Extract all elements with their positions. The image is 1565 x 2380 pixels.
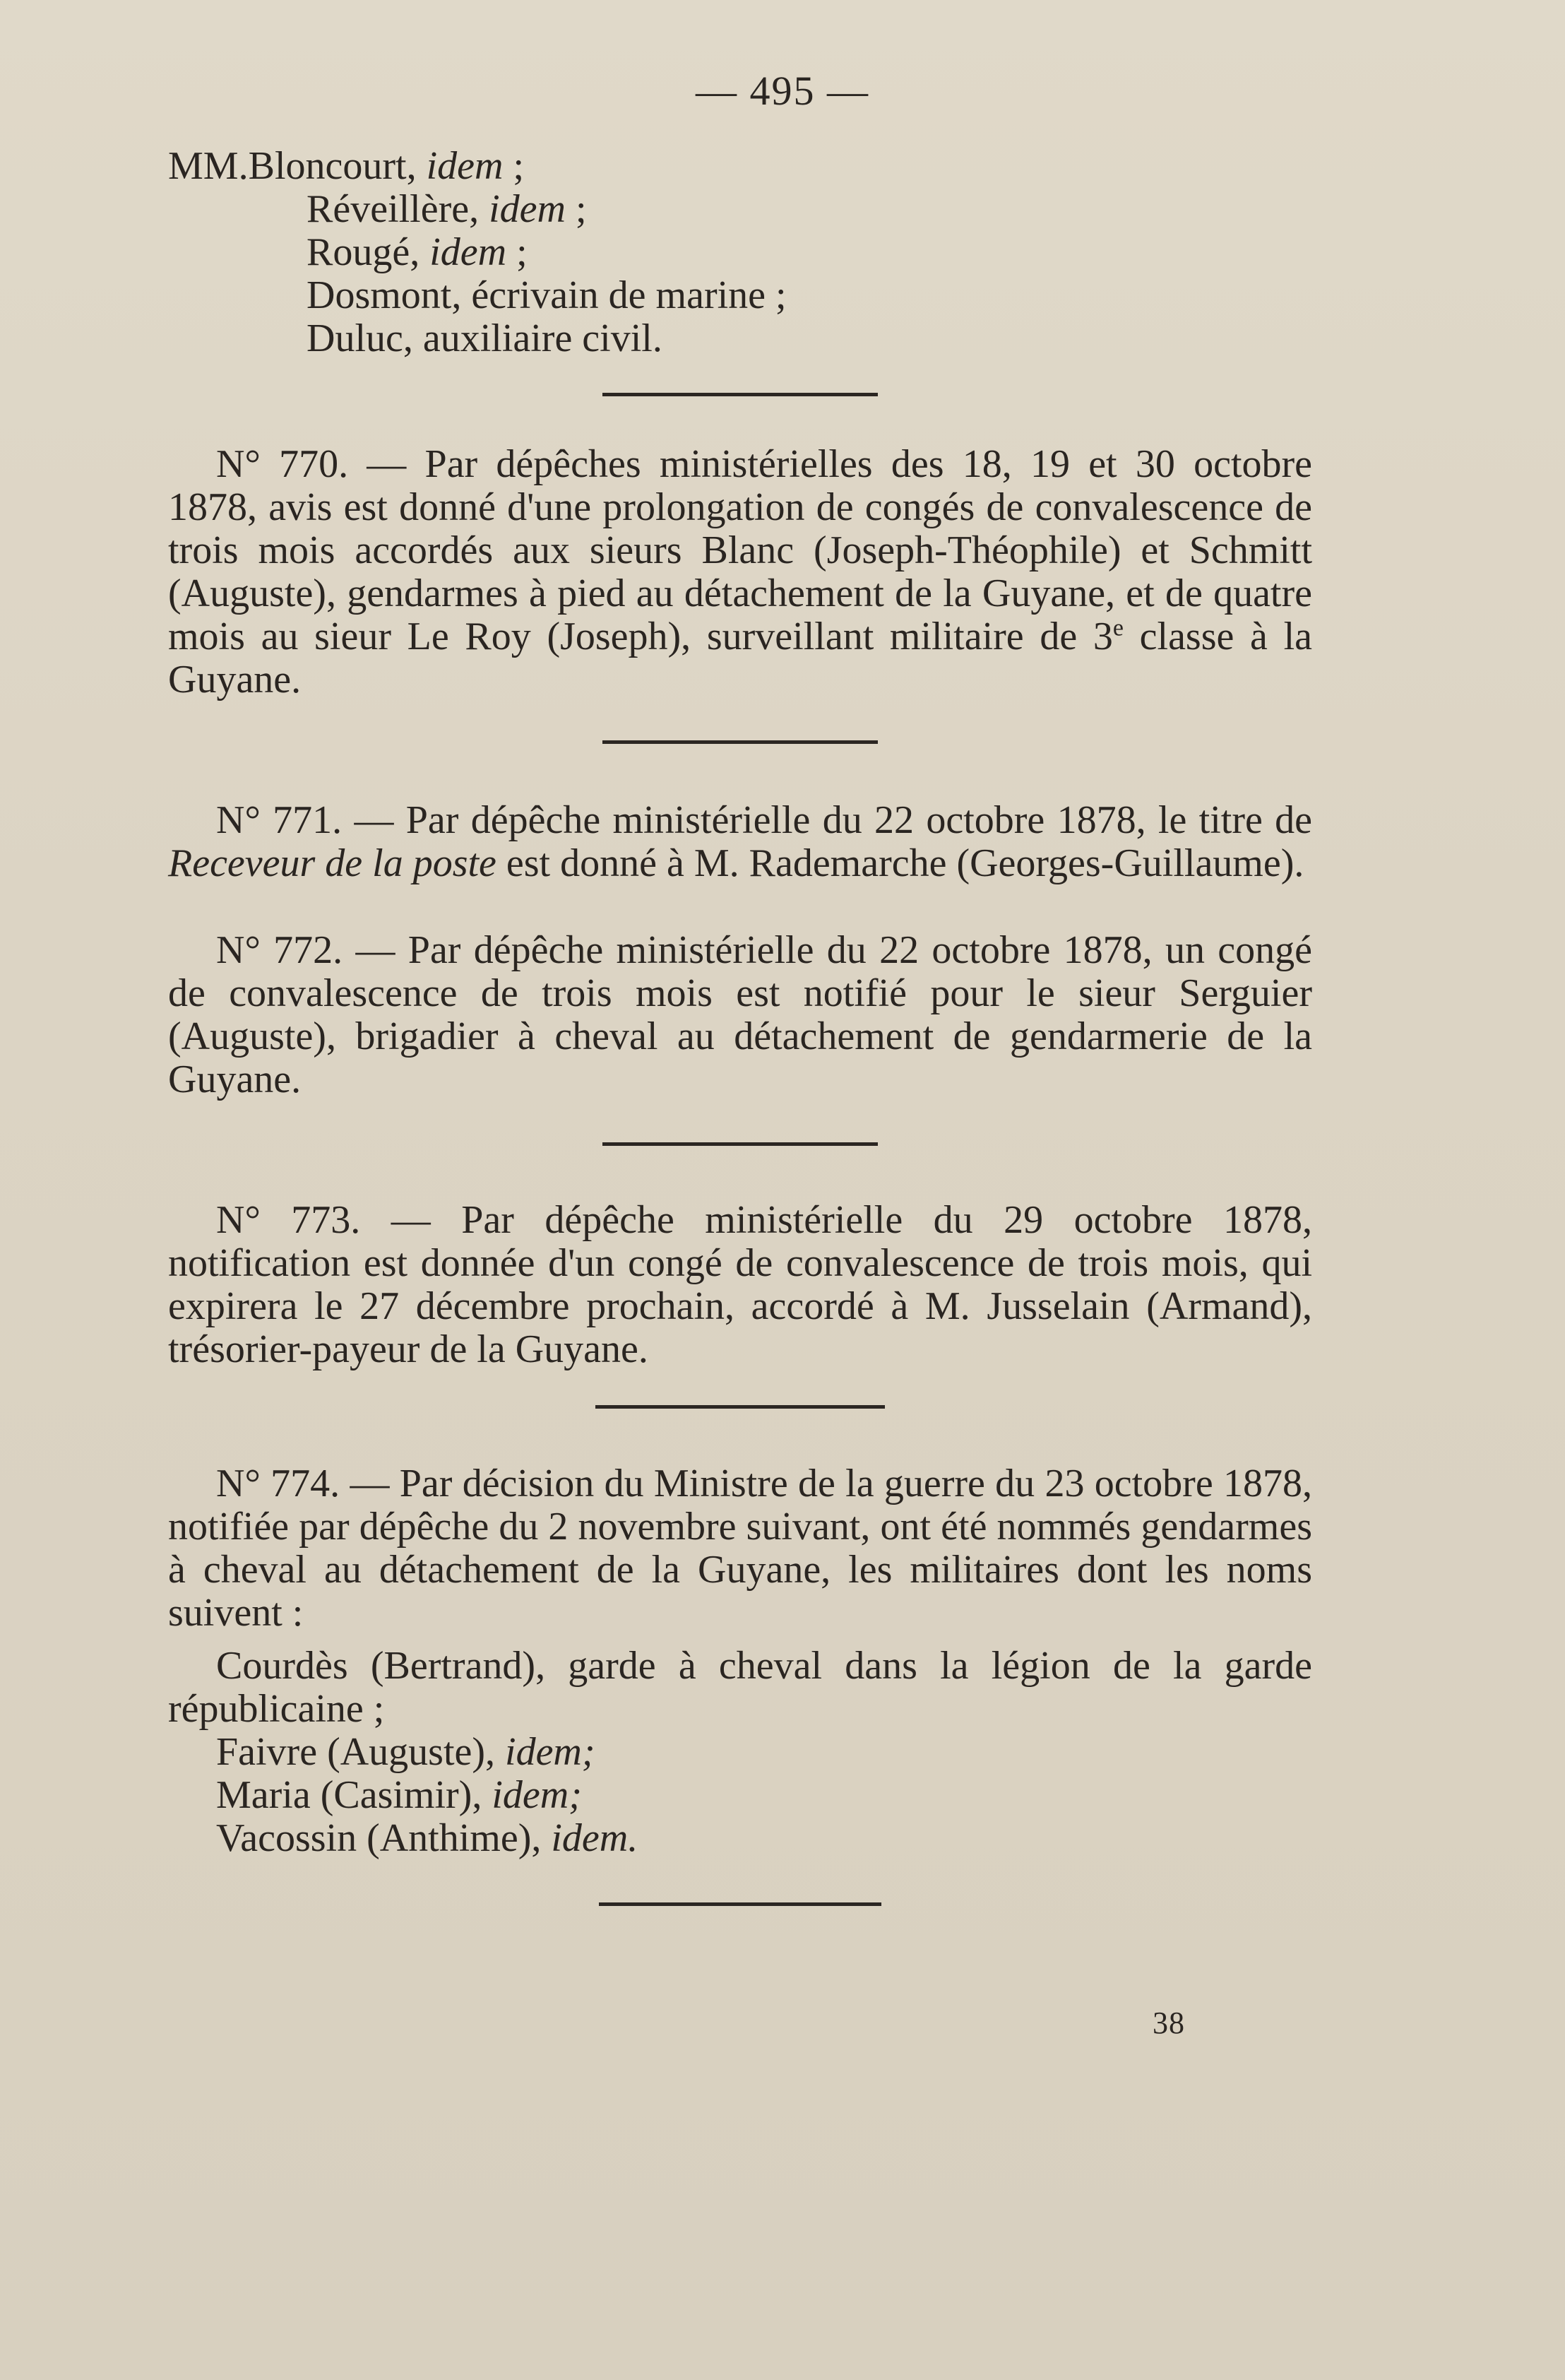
section-divider bbox=[602, 1142, 878, 1146]
list-line: Réveillère, idem ; bbox=[307, 187, 587, 231]
section-divider bbox=[595, 1405, 885, 1409]
list-line: MM.Bloncourt, idem ; bbox=[168, 144, 524, 188]
signature-mark: 38 bbox=[1153, 2006, 1185, 2040]
gendarmes-list bbox=[168, 1731, 1312, 1860]
paragraph-774: N° 774. — Par décision du Ministre de la guerre du 23 octobre 1878, notifiée par dépêche du 2 novembre suivant, ont été nommés gendarmes à cheval au détachement de la Guyane, les militaires dont les noms suivent : bbox=[168, 1462, 1312, 1635]
section-divider bbox=[599, 1902, 881, 1906]
paragraph-774-first-entry: Courdès (Bertrand), garde à cheval dans la légion de la garde républicaine ; bbox=[168, 1644, 1312, 1731]
page-number: — 495 — bbox=[696, 68, 869, 114]
paragraph-773: N° 773. — Par dépêche ministérielle du 29 octobre 1878, notification est donnée d'un congé de convalescence de trois mois, qui expirera le 27 décembre prochain, accordé à M. Jusselain (Armand), trésorier-payeur de la Guyane. bbox=[168, 1198, 1312, 1371]
paragraph-770: N° 770. — Par dépêches ministérielles des 18, 19 et 30 octobre 1878, avis est donné d'une prolongation de congés de convalescence de trois mois accordés aux sieurs Blanc (Joseph-Théophile) et Schmitt (Auguste), gendarmes à pied au détachement de la Guyane, et de quatre mois au sieur Le Roy (Joseph), surveillant militaire de 3e classe à la Guyane. bbox=[168, 442, 1312, 701]
list-line: Vacossin (Anthime), idem. bbox=[216, 1816, 638, 1860]
paragraph-771: N° 771. — Par dépêche ministérielle du 22 octobre 1878, le titre de Receveur de la poste est donné à M. Rademarche (Georges-Guillaume). bbox=[168, 798, 1312, 885]
paragraph-772: N° 772. — Par dépêche ministérielle du 22 octobre 1878, un congé de convalescence de trois mois est notifié pour le sieur Serguier (Auguste), brigadier à cheval au détachement de gendarmerie de la Guyane. bbox=[168, 928, 1312, 1101]
section-divider bbox=[602, 393, 878, 396]
list-line: Dosmont, écrivain de marine ; bbox=[307, 273, 787, 317]
list-line: Rougé, idem ; bbox=[307, 230, 528, 274]
section-divider bbox=[602, 740, 878, 744]
list-line: Faivre (Auguste), idem; bbox=[216, 1730, 595, 1774]
intro-list bbox=[168, 145, 1312, 360]
page-content bbox=[168, 145, 1312, 1906]
list-line: Duluc, auxiliaire civil. bbox=[307, 316, 662, 360]
list-line: Maria (Casimir), idem; bbox=[216, 1773, 582, 1817]
